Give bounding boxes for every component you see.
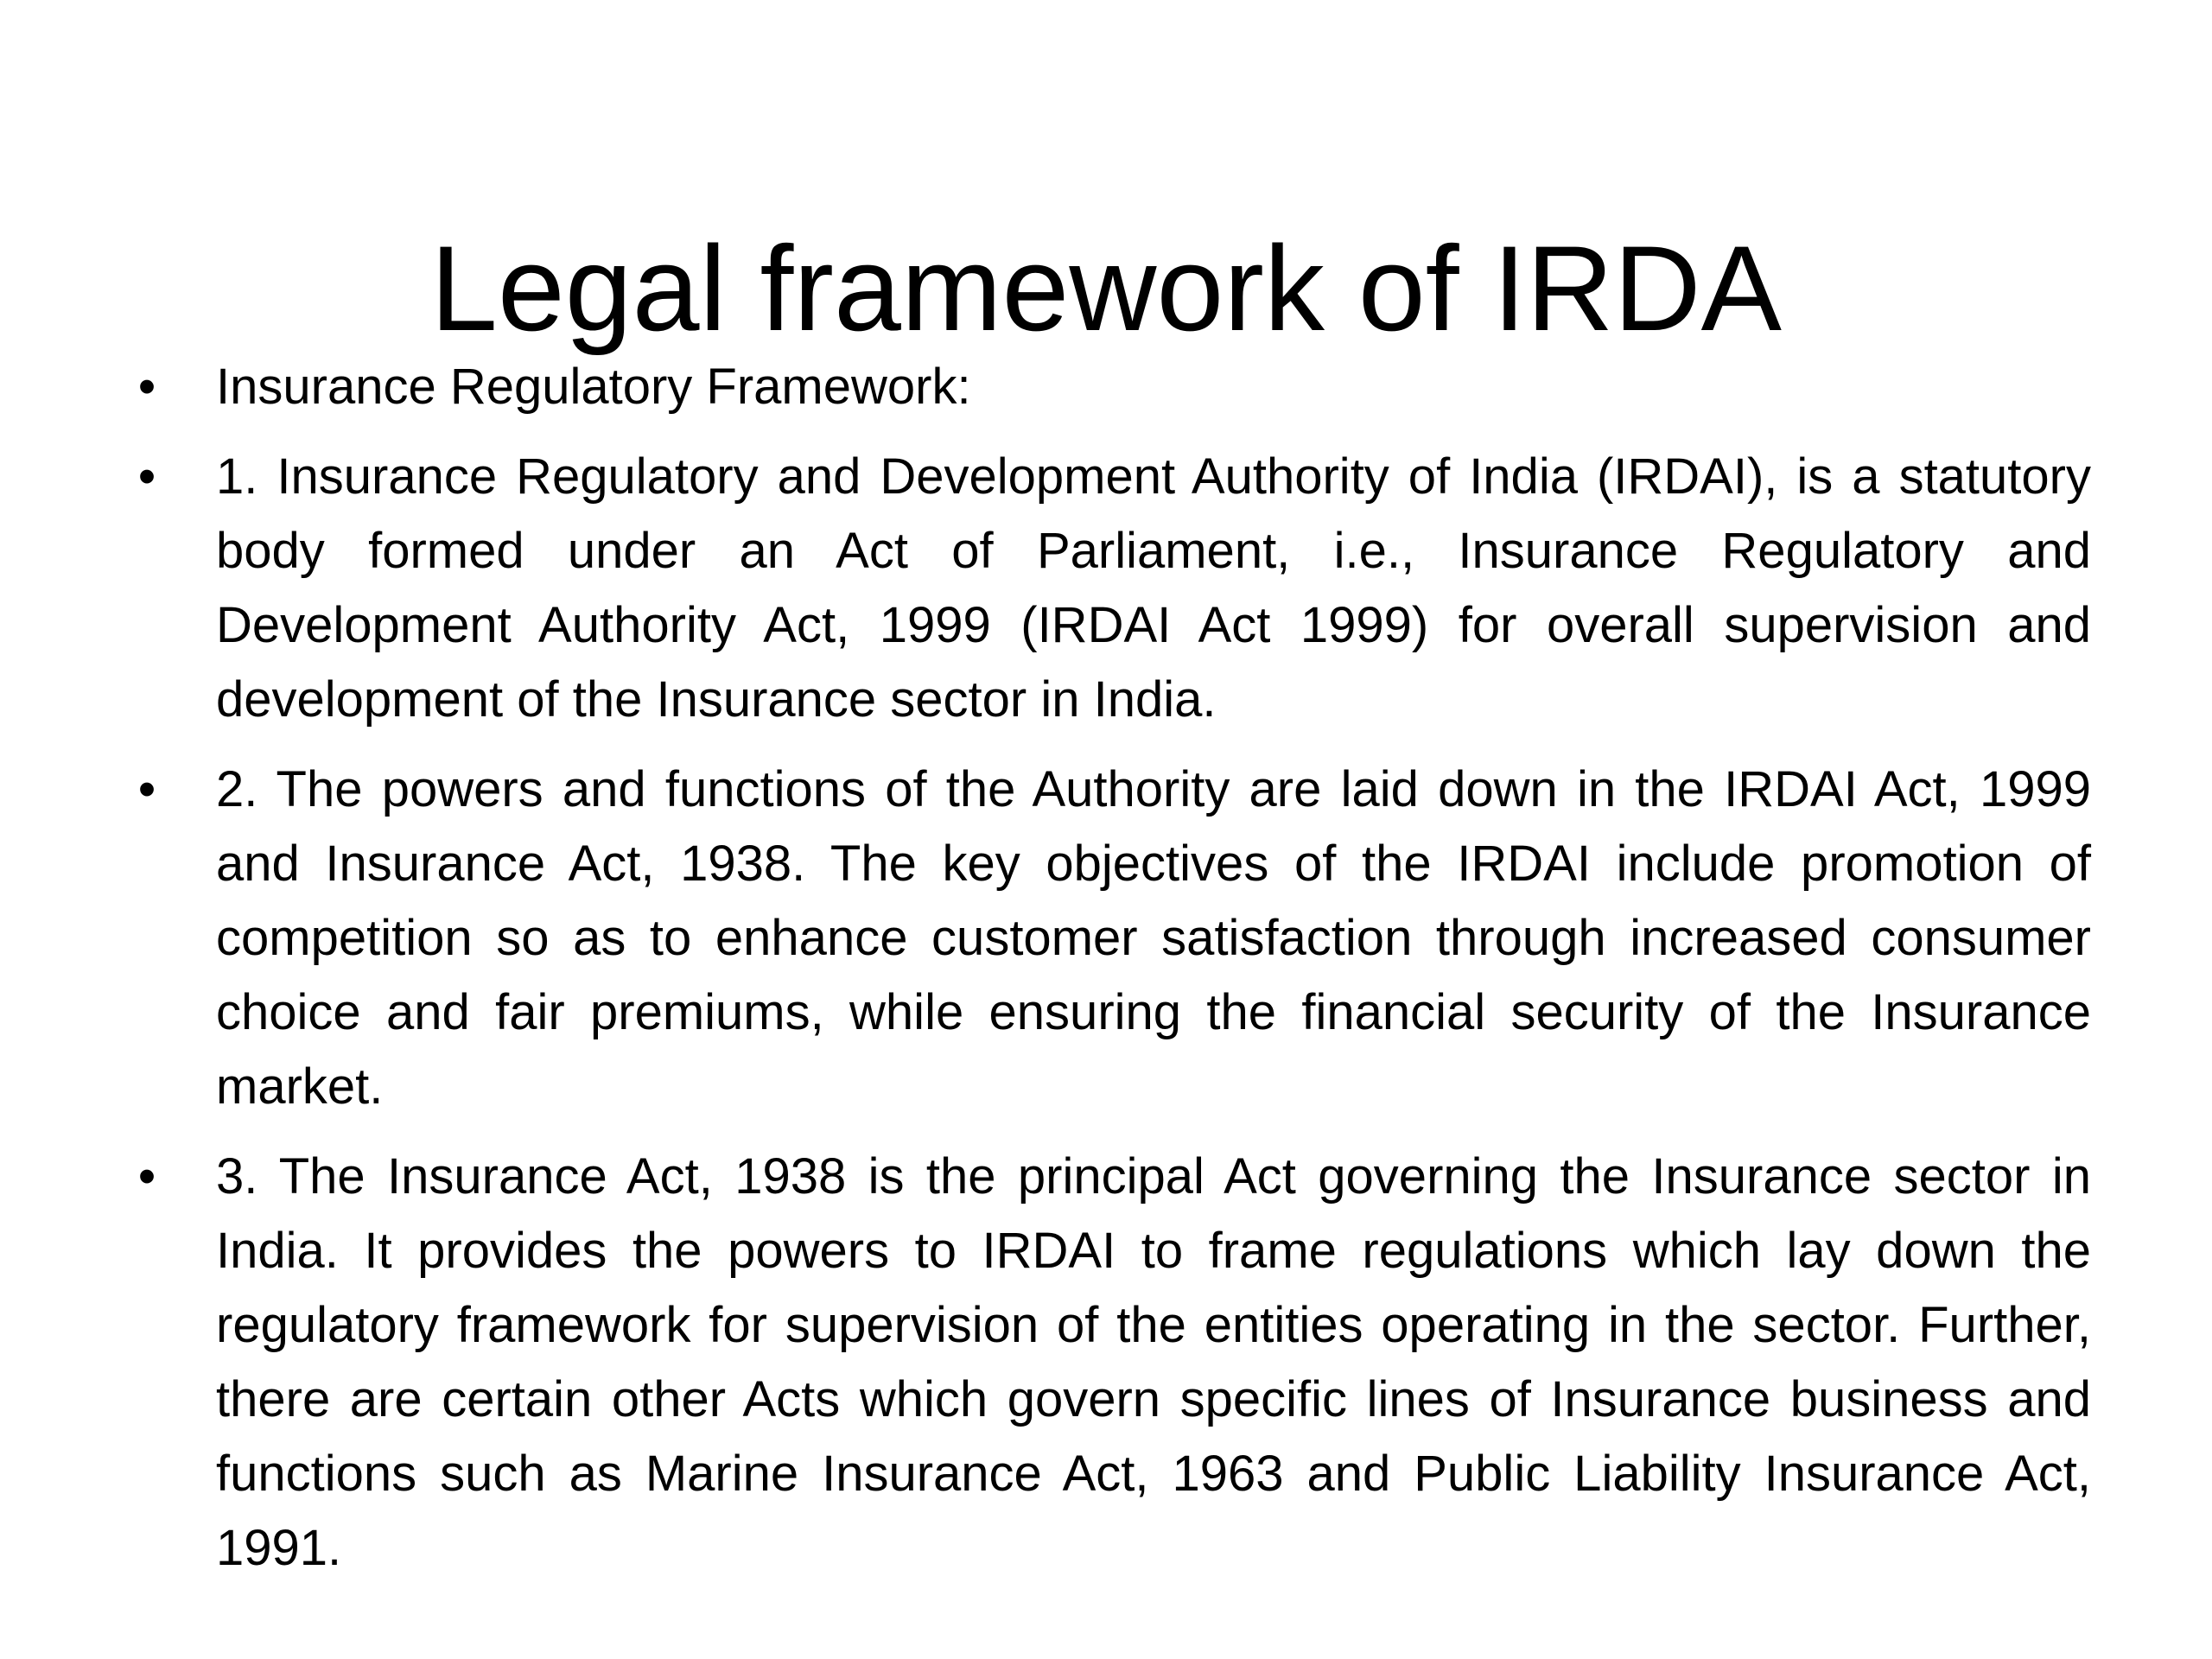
- bullet-text: 1. Insurance Regulatory and Development Authority of India (IRDAI), is a statutory body formed under an Act of Parliament, i.e., Insurance Regulatory and Development Authority Act, 1999 (IRDAI Act 1999) for overall supervision and development of the Insurance sector in India.: [216, 448, 2091, 728]
- bullet-text: 2. The powers and functions of the Authority are laid down in the IRDAI Act, 1999 and Insurance Act, 1938. The key objectives of the IRDAI include promotion of competition so as to enhance customer satisfaction through increased consumer choice and fair premiums, while ensuring the financial security of the Insurance market.: [216, 761, 2091, 1115]
- bullet-item: [130, 350, 2091, 424]
- bullet-item: [130, 753, 2091, 1124]
- bullet-icon: •: [137, 761, 156, 817]
- bullet-item: [130, 440, 2091, 737]
- bullet-icon: •: [137, 448, 156, 505]
- bullet-list: [130, 350, 2091, 1601]
- bullet-text: 3. The Insurance Act, 1938 is the principal Act governing the Insurance sector in India. It provides the powers to IRDAI to frame regulations which lay down the regulatory framework for supervision of the entities operating in the sector. Further, there are certain other Acts which govern specific lines of Insurance business and functions such as Marine Insurance Act, 1963 and Public Liability Insurance Act, 1991.: [216, 1148, 2091, 1576]
- bullet-icon: •: [137, 1148, 156, 1205]
- bullet-item: [130, 1140, 2091, 1586]
- bullet-icon: •: [137, 359, 156, 415]
- bullet-text: Insurance Regulatory Framework:: [216, 359, 971, 415]
- slide-title: Legal framework of IRDA: [430, 219, 1782, 356]
